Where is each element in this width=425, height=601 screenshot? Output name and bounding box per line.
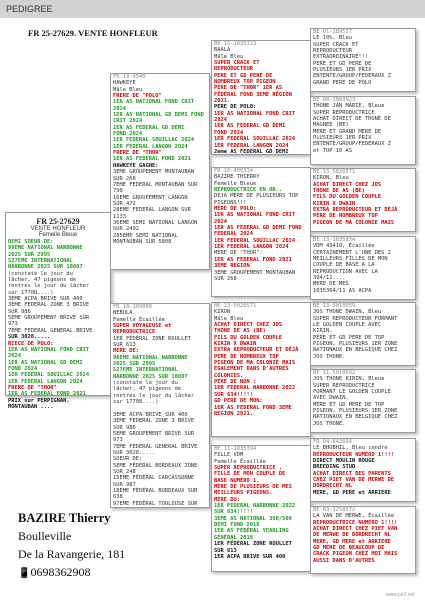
pedigree-line: NARBONNE 2025 SUR 10087 <box>113 373 188 380</box>
sire-dam-sex: Femelle Bleue <box>214 180 257 187</box>
pedigree-line: MAGNEE (BE) <box>313 122 349 129</box>
pedigree-line: PIGEON DE MA COLONIE MAIS <box>313 219 395 226</box>
pedigree-line: FEDERAL 2024 <box>214 231 253 238</box>
title-ring: 25-27629. <box>41 28 77 38</box>
pedigree-line: REPRODUCTEUR <box>214 66 253 73</box>
pedigree-line: DIRECT MOULIN ROUGE <box>313 458 375 465</box>
pedigree-line: SUR 613 <box>113 342 136 349</box>
dam-dam-name: FILLE VDM <box>214 452 244 459</box>
pedigree-line: PRIX sur PERPIGNAN, <box>8 397 70 404</box>
pedigree-line: FOND 2024 <box>8 365 38 372</box>
pedigree-line: 1ER AS NATIONAL GD DEMI FOND <box>113 112 204 119</box>
pedigree-line: SUR 3028..... <box>8 334 51 341</box>
dam-ring: FR 18-109009 <box>113 304 152 310</box>
pedigree-line: 527EME INTERNATIONAL <box>113 367 178 374</box>
pedigree-line: 1ER FEDERAL LANGON 2024 <box>113 143 188 150</box>
sire-sire-ring: BE 11-1035323 <box>214 41 257 47</box>
sss-name: LE 10% <box>313 35 333 42</box>
pedigree-line: DORDRECHT NL <box>313 483 352 490</box>
pedigree-line: GD MERE DE BEAUCOUP DE <box>313 545 385 552</box>
pedigree-line: 98EME NATIONAL NARBONNE <box>8 245 83 252</box>
pedigree-line: PERE DE NON : <box>214 379 257 386</box>
pedigree-line: 1ER AS NATIONAL GD DEMI <box>8 359 83 366</box>
pedigree-line: NARBONNE 2025 SUR 10087 <box>8 264 83 271</box>
pedigree-line: KIRIN X DWAIN <box>313 200 356 207</box>
pedigree-line: 527EME INTERNATIONAL <box>8 258 73 265</box>
pedigree-line: PLUSIEURS 1ER PRIX <box>313 67 372 74</box>
pedigree-line: 1ER AS FEDERAL GD DEMI FOND <box>214 225 302 232</box>
pedigree-line: FILS DU GOLDEN COUPLE <box>214 334 283 341</box>
pedigree-line: lâcher, 47 pigeons de <box>113 386 182 393</box>
pedigree-line: EXTRA REPRODUCTEUR ET DÉJÀ <box>214 347 299 354</box>
subject-sex: Femelle Bleue <box>38 232 78 238</box>
pedigree-line: ACHAT DIRECT CHEZ JOS <box>313 181 382 188</box>
dam-sire-card <box>211 302 311 437</box>
sdd-ring: BE 13-1035834 <box>313 237 356 243</box>
pedigree-line: DE MERWE DE DORDRECHT NL <box>313 532 391 539</box>
dds-lines <box>311 452 415 496</box>
sire-sire-lines <box>212 60 310 155</box>
dss-card: BE 13-5010059 JOS THONE DWAIN, Bleu SUPER REPRODUCTEUR FORMANT LE GOLDEN COUPLE AVEC KIRIN. PERE ET GD PERE DE TOP PIGEON, PLUSIEURS 1ER ZONE NATIONAUX EN BELGIQUE CHEZ JOS THONE. <box>310 302 416 366</box>
footer-site[interactable]: www.pir3.net <box>386 592 415 598</box>
pedigree-line: SUPER REPRODUCTEUR FORMANT <box>313 315 398 322</box>
pedigree-line: rentrés le jour du lâcher <box>113 392 195 399</box>
pedigree-line: SUPER CRACK ET <box>313 41 359 48</box>
subject-name: VENTE HONFLEUR <box>30 226 86 232</box>
pedigree-line: BASE NUMÉRO 1. <box>214 477 260 484</box>
pedigree-line: lâcher, 47 pigeons de <box>8 277 77 284</box>
pedigree-line: KIRIN X DWAIN <box>214 341 257 348</box>
pedigree-line: 5EME FÉDÉRAL BORDEAUX ZONE <box>113 462 198 469</box>
pedigree-line: SUR 3028..... <box>113 449 156 456</box>
pedigree-line: 394/11.... <box>313 275 346 282</box>
pedigree-line: 1035364/11 AS ACPA <box>313 287 372 294</box>
pedigree-line: COLONIES. <box>214 372 244 379</box>
pedigree-line: 1ER FÉDÉRAL ZONE ROULLET <box>214 541 292 548</box>
pedigree-line: VDM 43410, Écaillée <box>313 243 375 250</box>
pedigree-line: PERE ET GD PERE DE TOP <box>313 334 385 341</box>
pedigree-line: 1ER FEDERAL LANGON 2024 <box>8 378 83 385</box>
pedigree-line: MERE DE "THOR": <box>214 250 263 257</box>
pedigree-line: PIGEONS!!! <box>214 199 247 206</box>
pedigree-line: FOND 2024 <box>214 129 244 136</box>
pedigree-line: MEILLEURS FILLES DE MON <box>313 256 388 263</box>
owner-name: BAZIRE Thierry <box>18 511 111 525</box>
pedigree-line: NIECE DE POLO: <box>8 340 54 347</box>
pedigree-line: 1ER AS NATIONAL FOND CRIT <box>214 110 296 117</box>
dds-card: FR 04-642664 LE BHOBHIL, Bleu cendré REPRODUCTEUR NUMÉRO 1!!!! DIRECT MOULIN ROUGE BREEDING STUD ACHAT DIRECT DES PARENTS CHEZ PIET VAN DE MERWE DE DORDRECHT NL MERE, GD PERE et ARRIERE <box>310 438 416 502</box>
dsd-lines <box>311 383 415 427</box>
ddd-ring: BE 03-1258572 <box>313 507 356 513</box>
pedigree-line: 790 <box>113 188 123 195</box>
pedigree-line: FOND 2024 <box>113 131 143 138</box>
pedigree-line: MERE ET GD MERE DE TOP <box>313 401 385 408</box>
pedigree-line: 15EME FÉDÉRAL CARCASSONNE <box>113 475 195 482</box>
pedigree-line: 1ER FEDERAL LANGON 2024 <box>214 244 289 251</box>
sire-sex: Mâle Bleu <box>113 86 143 93</box>
ssd-lines <box>311 110 415 154</box>
pedigree-line: SUPER REPRODUCTRICE <box>313 109 375 116</box>
pedigree-line: MERE DU: <box>214 496 240 503</box>
pedigree-line: HAWKEYE GAGNE: <box>113 162 159 169</box>
pedigree-line: SUR 986 <box>8 308 31 315</box>
dsd-ring: BE 11-5010592 <box>313 370 356 376</box>
pedigree-line: 7EME FEDERAL MONTAUBAN SUR <box>113 181 198 188</box>
pedigree-line: PLUSIEURS 1ER PRIX <box>313 135 372 142</box>
title-prefix: FR <box>28 28 40 38</box>
pedigree-line: (constaté le jour du <box>8 270 73 277</box>
dam-name: NEBULA <box>113 310 133 317</box>
pedigree-line: 36EME SEMI NATIONAL LANGON <box>113 219 198 226</box>
sire-dam-ring: FR 16-408334 <box>214 168 253 174</box>
dam-card <box>110 303 210 508</box>
pedigree-line: 1ER ACPA BRIVE SUR 400 <box>214 553 286 560</box>
pedigree-line: 7EME FEDERAL GENERAL BRIVE <box>8 327 93 334</box>
pedigree-line: ACHAT DIRECT CHEZ JOS <box>214 322 283 329</box>
owner-city: Boulleville <box>18 529 72 543</box>
pedigree-line: 16EME GROUPEMENT LANGON <box>113 194 188 201</box>
pedigree-line: 638 <box>113 494 123 501</box>
sire-card <box>110 73 210 270</box>
pedigree-line: 3EME GROUPEMENT MONTAUBAN <box>214 269 296 276</box>
sdd-lines <box>311 243 415 294</box>
pedigree-line: et TOP 10 AS <box>313 147 352 154</box>
sds-ring: BE 13-5020571 <box>313 169 356 175</box>
pedigree-line: 1ER AS NATIONAL FOND CRIT <box>113 99 195 106</box>
pedigree-line: PERE DE NOMBREUX TOP <box>214 353 279 360</box>
pedigree-line: PERE DE "THOR" 1ER AS <box>214 85 283 92</box>
pedigree-line: 2021. <box>214 98 231 105</box>
sss-lines <box>311 42 415 86</box>
pedigree-line: MONTAUBAN .... <box>8 403 54 410</box>
pedigree-line: ACHAT DIRECT DE THONE DE <box>313 116 391 123</box>
pedigree-line: SUPER REPRODUCTRICE <box>313 382 375 389</box>
pedigree-line: 973 <box>113 437 123 444</box>
sire-sire-card <box>211 40 311 155</box>
dds-sex: Bleu cendré <box>351 445 388 452</box>
pedigree-line: REPRODUCTRICE NUMÉRO 1!!!! <box>313 519 398 526</box>
pedigree-line: FRERE DE "THOR" <box>8 384 57 391</box>
pedigree-line: FORMANT LE GOLDEN COUPLE <box>313 389 391 396</box>
pedigree-line: 1ER FEDERAL NARBONNE 2022 <box>214 503 296 510</box>
pedigree-line: 1ER AS FEDERAL GD DEMI <box>113 124 185 131</box>
subject-ring <box>6 217 110 226</box>
pedigree-line: 1ER FEDERAL SOUILLAC 2024 <box>8 372 90 379</box>
pedigree-line: SUR 634!!!!! <box>214 509 253 516</box>
pedigree-line: PIGEON DE MA COLONIE MAIS <box>214 360 296 367</box>
pedigree-line: 3EME FEDERAL ZONE 3 BRIVE <box>8 302 90 309</box>
pedigree-line: MERE, GD PERE et ARRIERE <box>313 489 391 496</box>
pedigree-line: FRERE DE "POLO" <box>113 93 162 100</box>
pedigree-line: FILS DU GOLDEN COUPLE <box>313 194 382 201</box>
pedigree-line: SUR 2492 <box>113 226 139 233</box>
dam-dam-card <box>211 445 311 572</box>
pedigree-line: 5EME GROUPEMENT BRIVE SUR <box>8 315 90 322</box>
ddd-sex: Écaillée <box>368 513 395 520</box>
dam-sire-ring: BE 13-5020571 <box>214 303 257 309</box>
ssd-sex: Bleue <box>368 103 385 110</box>
dam-sire-lines <box>212 322 310 417</box>
pedigree-line: DEMI SOEUR DE: <box>8 239 54 245</box>
pedigree-line: REPRODUCTION AVEC LA <box>313 268 378 275</box>
pedigree-line: PERE ET GD PERE DE <box>214 72 273 79</box>
pedigree-line: SUR 634!!!!! <box>214 391 253 398</box>
owner-address: De la Ravangerie, 181 <box>18 547 126 561</box>
pedigree-line: MERE DE: <box>113 348 139 355</box>
header-label: PEDIGREE <box>6 4 53 14</box>
pedigree-line: ENTENTE/GROUP/FEDERAUX Z <box>313 73 391 80</box>
pedigree-line: REPRODUCTRICE EN OR.. <box>214 187 283 194</box>
pedigree-line: 1ER AS FEDERAL FOND 2021 <box>113 156 191 163</box>
pedigree-line: SUR 613 <box>214 547 237 554</box>
title-location: VENTE HONFLEUR <box>78 28 158 38</box>
pedigree-line: PERE DE POLO: <box>214 104 257 111</box>
dss-sex: Bleu <box>368 309 382 316</box>
owner-block <box>18 509 125 583</box>
pedigree-line: 2024 <box>8 353 21 360</box>
pedigree-line: 1133 <box>113 213 126 220</box>
pedigree-line: ENTENTE/GROUP/FEDERAUX Z <box>313 141 391 148</box>
pedigree-line: NOMBREUX TOP PIGEON <box>214 79 276 86</box>
pedigree-line: 2eme AS FEDERAL GD DEMI <box>214 148 289 155</box>
pedigree-line: FRERE DE "THOR" <box>113 150 162 157</box>
sire-sire-sex: Mâle Bleu <box>214 53 244 60</box>
pedigree-line: 1ER FEDERAL NARBONNE 2022 <box>214 385 296 392</box>
pedigree-line: JOS THONE. <box>313 420 346 427</box>
dds-name: LE BHOBHIL <box>313 445 346 452</box>
pedigree-line: 2024 <box>113 105 126 112</box>
pedigree-line: 1ER FEDERAL SOUILLAC 2024 <box>113 137 195 144</box>
dds-ring: FR 04-642664 <box>313 439 352 445</box>
pedigree-line: SUR 248 <box>113 468 136 475</box>
pedigree-line: CERTAINEMENT L'UNE DES 2 <box>313 249 391 256</box>
pedigree-line: 1ER AS NATIONAL FOND CRIT <box>214 212 296 219</box>
sss-ring: BE 01-289557 <box>313 29 352 35</box>
pedigree-line: (constaté le jour du <box>113 380 178 387</box>
owner-phone-row <box>18 563 125 583</box>
pedigree-line: MÈRE DE PLUSIEURS DE MES <box>214 484 292 491</box>
ssd-card: BE 08-1003923 THONE JAN MARIE, Bleue SUPER REPRODUCTRICE ACHAT DIRECT DE THONE DE MAGNEE (BE) MERE ET GRAND MERE DE PLUSIEURS 1ER PRIX ENTENTE/GROUP/FEDERAUX Z et TOP 10 AS <box>310 96 416 165</box>
pedigree-line: 1ER AS NATIONAL FOND CRIT <box>8 346 90 353</box>
pedigree-line: PIGEON, PLUSIEURS 1ER ZONE <box>313 408 398 415</box>
pedigree-line: FILLE DE MON COUPLE DE <box>214 471 286 478</box>
pedigree-line: 1ER FEDERAL LANGON 2024 <box>214 142 289 149</box>
pedigree-line: 1ER AS FEDERAL GD DEMI <box>214 123 286 130</box>
pedigree-line: EXTRAORDINAIRE!!! <box>313 54 369 61</box>
pedigree-line: SUPER CRACK ET <box>214 60 260 67</box>
sire-dam-card <box>211 167 311 297</box>
pedigree-line: MERE, GD MERE et ARRIERE <box>313 538 391 545</box>
pedigree-line: 2024 <box>214 117 227 124</box>
pedigree-line: 5EME GROUPEMENT BRIVE SUR <box>113 430 195 437</box>
pedigree-line: EXTRA REPRODUCTEUR ET DÉJÀ <box>313 207 398 214</box>
pedigree-line: 3EME FEDERAL ZONE 3 BRIVE <box>113 418 195 425</box>
pedigree-line: 18EME FÉDÉRAL BORDEAUX SUR <box>113 487 198 494</box>
pedigree-line: JOS THONE. <box>313 353 346 360</box>
owner-phone[interactable]: 0698362908 <box>30 565 91 579</box>
pedigree-line: DEMI FOND 2016 <box>214 522 260 529</box>
pedigree-line: 1ER FÉDÉRAL ZONE ROULLET <box>113 335 191 342</box>
subject-ring-number: 25-27629 <box>49 217 80 226</box>
dsd-sex: Bleue <box>368 376 385 383</box>
pedigree-line: DEJA MERE DE PLUSIEURS TOP <box>214 193 299 200</box>
pedigree-line: GD PERE DE MON: <box>214 398 263 405</box>
pedigree-line: AUSSI DANS D'AUTRES <box>313 557 375 564</box>
pedigree-line: REPRODUCTEUR NUMÉRO 1!!!! <box>313 451 395 458</box>
dam-dam-sex: Femelle Écaillée <box>214 458 266 465</box>
dam-dam-ring: BE 11-1035394 <box>214 446 257 452</box>
sds-card: BE 13-5020571 KIRON, Bleu ACHAT DIRECT CHEZ JOS THONE DE AS (BE) FILS DU GOLDEN COUPLE KIRIN X DWAIN EXTRA REPRODUCTEUR ET DÉJÀ PERE DE NOMBREUX TOP PIGEON DE MA COLONIE MAIS <box>310 168 416 232</box>
pedigree-line: MEILLEURS PIGEONS. <box>214 490 273 497</box>
pedigree-line: SUPER VOYAGEUSE et <box>113 323 172 330</box>
pedigree-line: 2024 <box>214 218 227 225</box>
pedigree-line: SUR 268 <box>214 275 237 282</box>
pedigree-line: PIGEON, PLUSIEURS 1ER ZONE <box>313 341 398 348</box>
pedigree-line: GRAND PERE DE POLO <box>313 79 372 86</box>
ssd-ring: BE 08-1003923 <box>313 97 356 103</box>
ssd-name: THONE JAN MARIE <box>313 103 362 110</box>
pedigree-line: SUR 986 <box>113 424 136 431</box>
pedigree-line: EGALEMENT DANS D'AUTRES <box>214 366 289 373</box>
pedigree-line: MERE DE MES <box>313 281 349 288</box>
pedigree-line: 1ER AS FEDERAL FOND 2021 <box>8 391 86 398</box>
ddd-name: LA VAN DE MERWE <box>313 513 362 520</box>
dsd-card: BE 11-5010592 JOS THONE KIRIN, Bleue SUPER REPRODUCTRICE FORMANT LE GOLDEN COUPLE AVEC DWAIN. MERE ET GD MERE DE TOP PIGEON, PLUSIEURS 1ER ZONE NATIONAUX EN BELGIQUE CHEZ JOS THONE. <box>310 369 416 433</box>
pedigree-line: 285EME SEMI NATIONAL <box>113 232 178 239</box>
dam-sire-name: KIRON <box>214 309 231 316</box>
dsd-name: JOS THONE KIRIN <box>313 376 362 383</box>
pedigree-line: GÉNÉRAL 2019 <box>214 534 253 541</box>
pedigree-line: THONE DE AS (BE) <box>313 188 365 195</box>
ddd-lines <box>311 520 415 564</box>
pedigree-line: 98EME NATIONAL NARBONNE <box>113 354 188 361</box>
pedigree-line: 7EME FEDERAL GENERAL BRIVE <box>113 443 198 450</box>
pedigree-line: rentrés le jour du lâcher <box>8 283 90 290</box>
pedigree-line: 3EME ACPA BRIVE SUR 400 <box>113 411 188 418</box>
pedigree-line: 2025 SUR 2995 <box>8 251 51 258</box>
sire-dam-name: BAZIRE THIERRY <box>214 174 260 181</box>
sire-name: HAWKEYE <box>113 80 136 87</box>
sds-lines <box>311 182 415 226</box>
sss-card: BE 01-289557 LE 10%, Bleu SUPER CRACK ET REPRODUCTEUR EXTRAORDINAIRE!!! PERE ET GD PERE DE PLUSIEURS 1ER PRIX ENTENTE/GROUP/FEDERAUX Z GRAND PERE DE POLO <box>310 28 416 92</box>
phone-icon: 📱 <box>18 568 31 579</box>
pedigree-line: FÉDÉRAL FOND 3EME RÉGION <box>214 91 292 98</box>
pedigree-line: SUPER REPRODUCTRICE , <box>214 465 283 472</box>
ddd-card: BE 03-1258572 LA VAN DE MERWE, Écaillée REPRODUCTRICE NUMÉRO 1!!!! ACHAT DIRECT CHEZ PIET VAN DE MERWE DE DORDRECHT NL MERE, GD MERE et ARRIERE GD MERE DE BEAUCOUP DE CRACK PIGEON CHEZ MOI MAIS AUSSI DANS D'AUTRES <box>310 506 416 574</box>
pedigree-line: ACHAT DIRECT DES PARENTS <box>313 470 391 477</box>
pedigree-line: MONTAUBAN SUR 5808 <box>113 238 172 245</box>
pedigree-line: REGION 2021. <box>214 410 253 417</box>
pedigree-line: 2025 SUR 2995 <box>113 361 156 368</box>
subject-card <box>5 212 111 410</box>
dam-sex: Femelle Écaillée <box>113 316 165 323</box>
pedigree-line: BREEDING STUD <box>313 464 356 471</box>
subject-lines <box>6 239 110 410</box>
pedigree-line: REPRODUCTRICE <box>113 329 156 336</box>
pedigree-line: CRIT 2024 <box>113 118 143 125</box>
pedigree-line: PERE DE NOMBREUX TOP <box>313 213 378 220</box>
pedigree-line: AVEC DWAIN. <box>313 395 349 402</box>
pedigree-line: 1ER AS FEDERAL FOND 3EME <box>214 404 292 411</box>
dam-dam-lines <box>212 465 310 560</box>
pedigree-line: NATIONAUX EN BELGIQUE CHEZ <box>313 414 398 421</box>
pedigree-line: sur 17708....) <box>113 399 159 406</box>
dss-lines <box>311 316 415 360</box>
pedigree-line: 3EME ACPA BRIVE SUR 400 <box>8 296 83 303</box>
pedigree-line: 3EME REGION <box>214 263 250 270</box>
pedigree-line: CHEZ PIET VAN DE MERWE DE <box>313 477 395 484</box>
sss-sex: Bleu <box>338 35 352 42</box>
pedigree-line: KIRIN. <box>313 328 333 335</box>
pedigree-line: SOEUR DE: <box>113 456 143 463</box>
pedigree-line: 1ER FEDERAL SOUILLAC 2024 <box>214 237 296 244</box>
pedigree-line: CRACK PIGEON CHEZ MOI MAIS <box>313 551 398 558</box>
pedigree-line: THONE DE AS (BE) <box>214 328 266 335</box>
dam-lines <box>111 323 209 507</box>
pedigree-line: 97EME FÉDÉRAL TOULOUSE SUR <box>113 500 198 507</box>
page-title <box>28 28 158 38</box>
pedigree-line: ACHAT DIRECT CHEZ PIET VAN <box>313 526 398 533</box>
pedigree-line: 28EME FEDERAL LANGON SUR <box>113 207 191 214</box>
dss-name: JOS THONE DWAIN <box>313 309 362 316</box>
pedigree-line: 3EME AS NATIONAL 300/500 <box>214 515 292 522</box>
pedigree-line: COUPLE DE BASE A LA <box>313 262 375 269</box>
pedigree-line: PERE ET GD PERE DE <box>313 60 372 67</box>
sds-sex: Bleu <box>335 175 349 182</box>
pedigree-line: 1ER AS FÉDÉRAL YEARLING <box>214 528 289 535</box>
pedigree-line: MERE ET GRAND MERE DE <box>313 128 382 135</box>
pedigree-line: 973 <box>8 321 18 328</box>
dam-sire-sex: Mâle Bleu <box>214 315 244 322</box>
pedigree-line: LE GOLDEN COUPLE AVEC <box>313 322 382 329</box>
pedigree-line: SUR 987 <box>113 481 136 488</box>
dss-ring: BE 13-5010059 <box>313 303 356 309</box>
subject-prefix: FR <box>36 217 47 226</box>
pedigree-line: 1ER AS FEDERAL FOND 2021 <box>214 256 292 263</box>
pedigree-line: NATIONAUX EN BELGIQUE CHEZ <box>313 347 398 354</box>
sire-sire-name: BAALA <box>214 47 231 54</box>
pedigree-line: REPRODUCTEUR <box>313 48 352 55</box>
pedigree-line: MÈRE DE POLO: <box>214 206 257 213</box>
pedigree-line: SUR 268 <box>113 175 136 182</box>
sire-lines <box>111 93 209 245</box>
sds-name: KIRON <box>313 175 330 182</box>
pedigree-line: 3EME GROUPEMENT MONTAUBAN <box>113 169 195 176</box>
sdd-card <box>310 236 416 300</box>
sire-dam-lines <box>212 187 310 282</box>
sire-ring: FR 19-9540 <box>113 74 146 80</box>
pedigree-line: sur 17708....) <box>8 289 54 296</box>
pedigree-line: 1ER FEDERAL SOUILLAC 2024 <box>214 136 296 143</box>
pedigree-line: SUR 472 <box>113 200 136 207</box>
page-header <box>0 0 425 18</box>
